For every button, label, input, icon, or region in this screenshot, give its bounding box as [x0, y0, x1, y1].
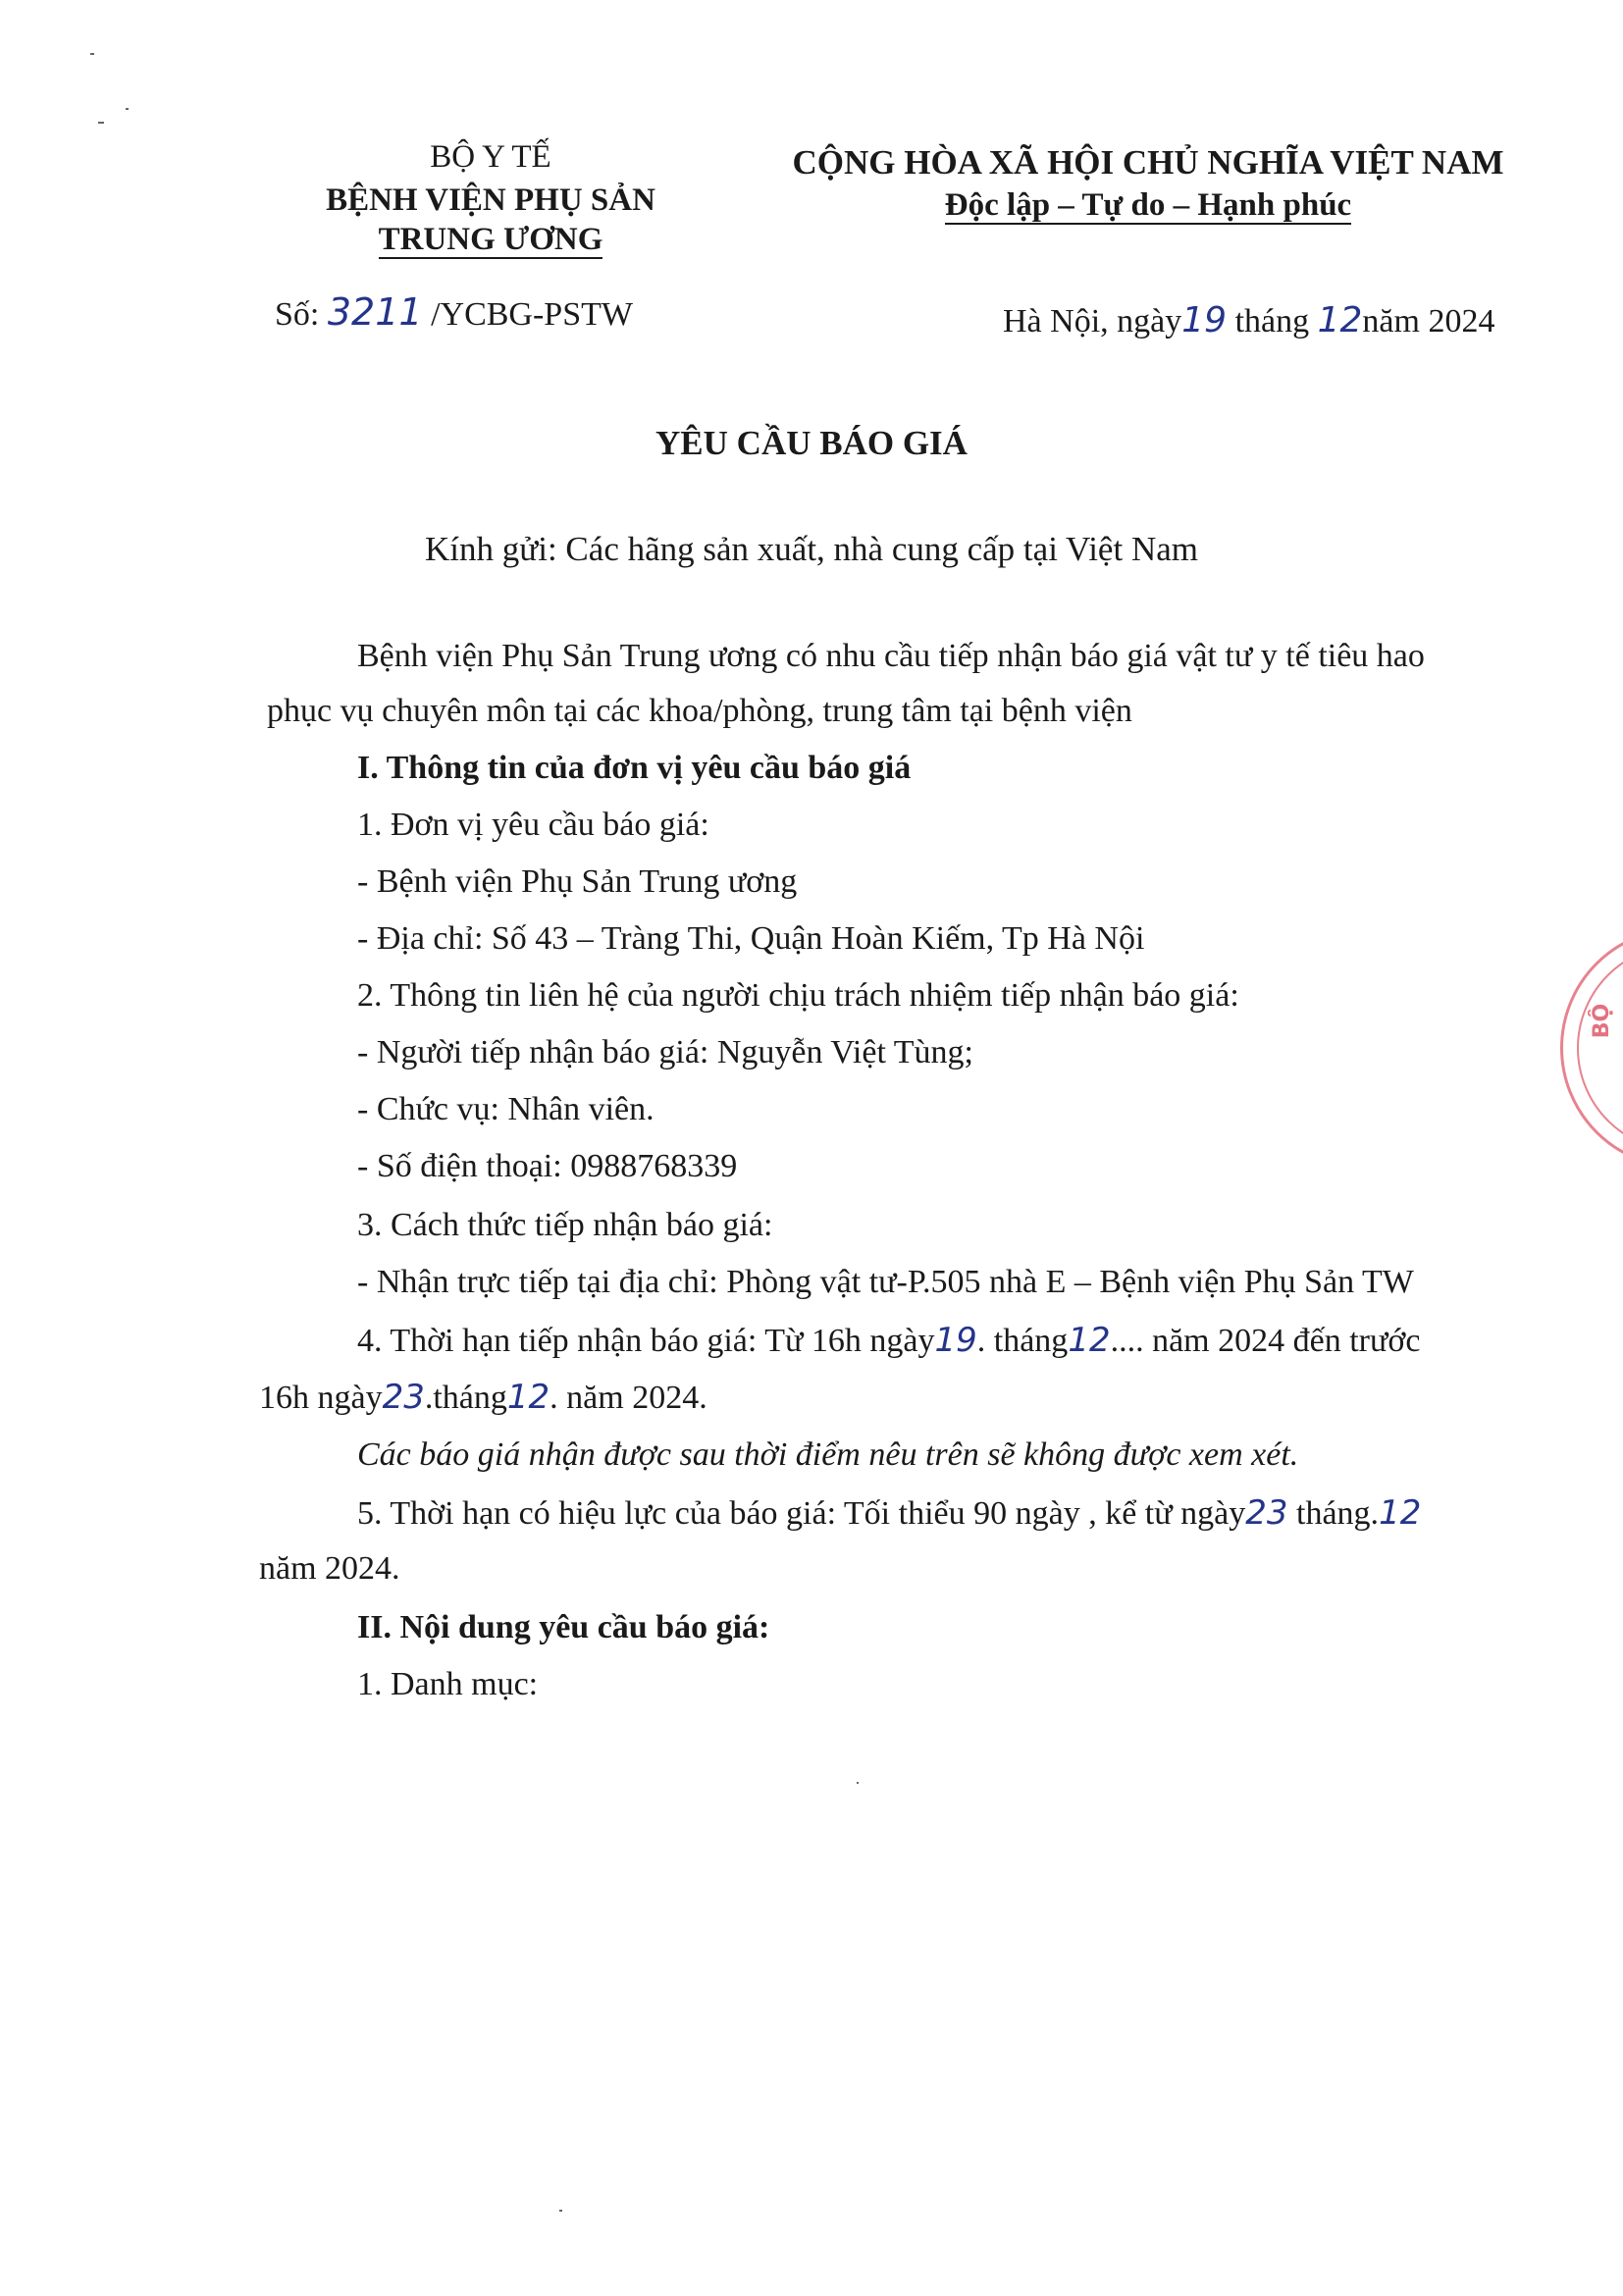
contact-phone: - Số điện thoại: 0988768339 [357, 1148, 738, 1184]
document-number-value: 3211 [327, 290, 423, 334]
contact-position: - Chức vụ: Nhân viên. [357, 1091, 654, 1127]
unit-name: - Bệnh viện Phụ Sản Trung ương [357, 863, 798, 900]
late-submission-note: Các báo giá nhận được sau thời điểm nêu trên sẽ không được xem xét. [357, 1436, 1299, 1473]
intro-line-2: phục vụ chuyên môn tại các khoa/phòng, trung tâm tại bệnh viện [267, 693, 1132, 729]
item-4-text-f: năm 2024. [566, 1380, 707, 1416]
official-stamp-inner-ring [1577, 944, 1623, 1152]
document-number [275, 290, 633, 334]
scan-speck [90, 53, 94, 55]
official-stamp [1560, 927, 1623, 1169]
issue-date [1003, 300, 1494, 340]
recipient-line: Kính gửi: Các hãng sản xuất, nhà cung cấp tại Việt Nam [425, 530, 1198, 568]
issue-date-prefix: Hà Nội, ngày [1003, 303, 1182, 339]
section-1-item-5-line-2: năm 2024. [259, 1550, 400, 1587]
item-4-text-b: tháng [993, 1323, 1069, 1359]
issue-date-month: 12 [1317, 300, 1363, 340]
item-4-day-2: 23 [382, 1378, 425, 1417]
scan-speck [98, 122, 104, 124]
item-4-text-a: 4. Thời hạn tiếp nhận báo giá: Từ 16h ngày [357, 1323, 935, 1359]
item-5-month: 12 [1379, 1493, 1422, 1533]
section-1-item-3: 3. Cách thức tiếp nhận báo giá: [357, 1207, 773, 1243]
section-2-heading: II. Nội dung yêu cầu báo giá: [357, 1609, 770, 1645]
issue-date-month-label: tháng [1234, 303, 1310, 339]
unit-address: - Địa chỉ: Số 43 – Tràng Thi, Quận Hoàn Kiếm, Tp Hà Nội [357, 920, 1145, 957]
item-4-text-d: 16h ngày [259, 1380, 383, 1416]
hospital-name-line2-text: TRUNG ƯƠNG [378, 222, 603, 257]
document-number-suffix: /YCBG-PSTW [431, 296, 633, 333]
section-1-item-2: 2. Thông tin liên hệ của người chịu trách nhiệm tiếp nhận báo giá: [357, 977, 1239, 1014]
intro-line-1: Bệnh viện Phụ Sản Trung ương có nhu cầu tiếp nhận báo giá vật tư y tế tiêu hao [357, 638, 1425, 674]
issue-date-day: 19 [1181, 300, 1228, 340]
issue-date-year: năm 2024 [1362, 303, 1495, 339]
ministry-name: BỘ Y TẾ [430, 139, 551, 175]
item-4-month-2: 12 [506, 1378, 550, 1417]
section-1-item-4-line-1: 4. Thời hạn tiếp nhận báo giá: Từ 16h ngày19. tháng12.... năm 2024 đến trước [357, 1321, 1421, 1360]
document-title: YÊU CẦU BÁO GIÁ [655, 424, 968, 462]
national-motto [707, 187, 1590, 225]
document-number-prefix: Số: [275, 296, 320, 333]
contact-person: - Người tiếp nhận báo giá: Nguyễn Việt Tùng; [357, 1034, 974, 1070]
section-1-item-5-line-1 [357, 1493, 1421, 1533]
official-stamp-text: BỘ [1590, 1003, 1615, 1039]
item-4-day-1: 19 [934, 1321, 977, 1360]
hospital-name-line1: BỆNH VIỆN PHỤ SẢN [326, 183, 655, 218]
item-5-day: 23 [1245, 1493, 1288, 1533]
receive-method: - Nhận trực tiếp tại địa chỉ: Phòng vật tư-P.505 nhà E – Bệnh viện Phụ Sản TW [357, 1264, 1414, 1300]
scan-speck [857, 1782, 859, 1784]
item-4-text-e: .tháng [424, 1380, 507, 1416]
hospital-name-line2 [245, 222, 736, 259]
section-1-heading: I. Thông tin của đơn vị yêu cầu báo giá [357, 750, 912, 786]
item-4-text-c: năm 2024 đến trước [1152, 1323, 1421, 1359]
national-motto-text: Độc lập – Tự do – Hạnh phúc [944, 187, 1352, 223]
scan-speck [559, 2210, 562, 2212]
item-4-month-1: 12 [1068, 1321, 1111, 1360]
section-1-item-1: 1. Đơn vị yêu cầu báo giá: [357, 807, 709, 843]
section-1-item-4-line-2: 16h ngày23.tháng12. năm 2024. [259, 1378, 707, 1417]
item-5-text-a: 5. Thời hạn có hiệu lực của báo giá: Tối thiểu 90 ngày , kể từ ngày [357, 1495, 1246, 1532]
scan-speck [126, 108, 129, 110]
item-5-text-b: tháng. [1296, 1495, 1380, 1532]
section-2-item-1: 1. Danh mục: [357, 1666, 539, 1702]
country-name: CỘNG HÒA XÃ HỘI CHỦ NGHĨA VIỆT NAM [792, 143, 1504, 182]
